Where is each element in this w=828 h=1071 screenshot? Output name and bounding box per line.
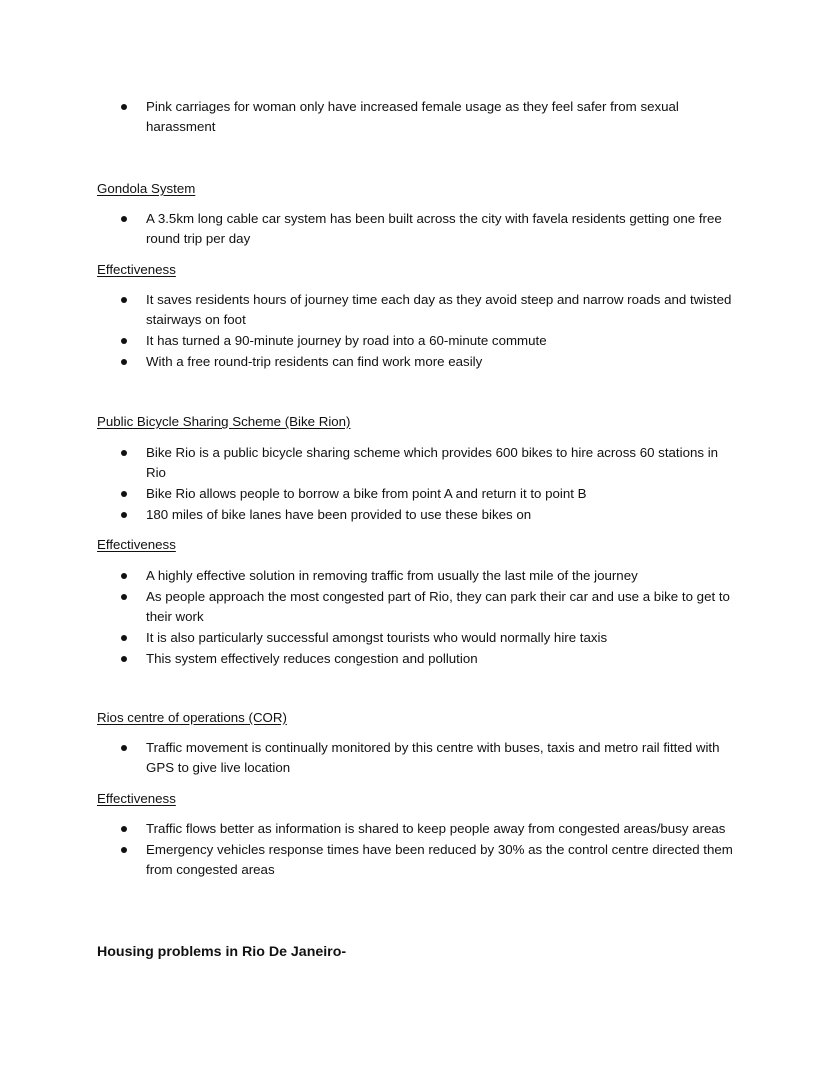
list-item: Emergency vehicles response times have been reduced by 30% as the control centre directed them from congested areas [0,840,828,880]
gondola-heading: Gondola System [97,181,196,196]
gondola-bullet-list [0,209,828,250]
bike-effectiveness-heading: Effectiveness [97,537,176,552]
list-item: This system effectively reduces congestion and pollution [0,649,828,669]
list-item: It saves residents hours of journey time each day as they avoid steep and narrow roads and twisted stairways on foot [0,290,828,330]
list-item: Bike Rio is a public bicycle sharing scheme which provides 600 bikes to hire across 60 stations in Rio [0,443,828,483]
list-item: With a free round-trip residents can find work more easily [0,352,828,372]
list-item: Traffic flows better as information is shared to keep people away from congested areas/busy areas [0,819,828,839]
list-item: Pink carriages for woman only have increased female usage as they feel safer from sexual harassment [0,97,828,137]
list-item: It has turned a 90-minute journey by road into a 60-minute commute [0,331,828,351]
list-item: Bike Rio allows people to borrow a bike from point A and return it to point B [0,484,828,504]
cor-effectiveness-list [0,819,828,881]
bike-effectiveness-list [0,566,828,670]
bike-heading: Public Bicycle Sharing Scheme (Bike Rion) [97,414,351,429]
list-item: As people approach the most congested part of Rio, they can park their car and use a bike to get to their work [0,587,828,627]
list-item: It is also particularly successful amongst tourists who would normally hire taxis [0,628,828,648]
housing-heading: Housing problems in Rio De Janeiro- [97,944,347,960]
cor-heading: Rios centre of operations (COR) [97,710,287,725]
list-item: Traffic movement is continually monitored by this centre with buses, taxis and metro rail fitted with GPS to give live location [0,738,828,778]
gondola-effectiveness-list [0,290,828,373]
list-item: A 3.5km long cable car system has been built across the city with favela residents getting one free round trip per day [0,209,828,249]
gondola-effectiveness-heading: Effectiveness [97,262,176,277]
list-item: 180 miles of bike lanes have been provided to use these bikes on [0,505,828,525]
cor-bullet-list [0,738,828,779]
cor-effectiveness-heading: Effectiveness [97,791,176,806]
intro-bullet-list [0,97,828,138]
bike-bullet-list [0,443,828,526]
list-item: A highly effective solution in removing traffic from usually the last mile of the journey [0,566,828,586]
